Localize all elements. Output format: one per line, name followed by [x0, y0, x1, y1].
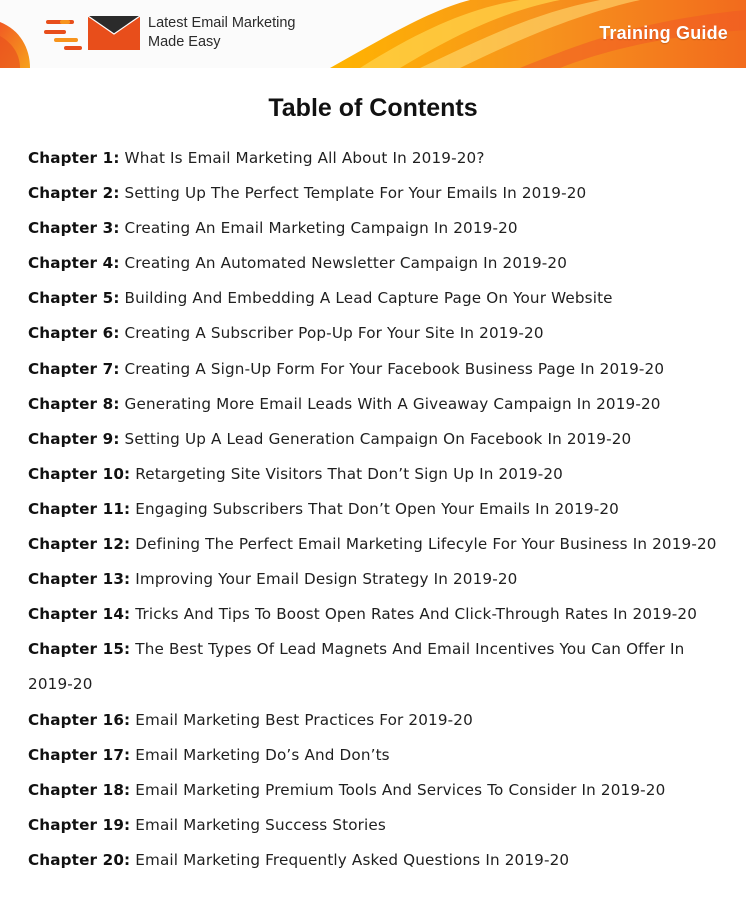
toc-item-chapter-1[interactable] [28, 141, 728, 176]
chapter-label: Chapter 4: [28, 254, 120, 273]
toc-list [28, 141, 728, 878]
chapter-label: Chapter 12: [28, 535, 131, 554]
chapter-title: Tricks And Tips To Boost Open Rates And Click-Through Rates In 2019-20 [135, 605, 698, 624]
chapter-title: Email Marketing Frequently Asked Questions In 2019-20 [135, 850, 570, 869]
chapter-label: Chapter 1: [28, 149, 120, 167]
chapter-title: Setting Up A Lead Generation Campaign On Facebook In 2019-20 [124, 429, 632, 448]
brand-wordmark [148, 14, 295, 52]
toc-item-chapter-17[interactable] [28, 738, 728, 773]
toc-item-chapter-7[interactable] [28, 352, 728, 387]
chapter-title: Email Marketing Success Stories [135, 815, 386, 834]
toc-item-chapter-13[interactable] [28, 562, 728, 597]
chapter-label: Chapter 10: [28, 464, 131, 483]
chapter-label: Chapter 19: [28, 815, 131, 834]
brand-line-1: Latest Email Marketing [148, 15, 296, 31]
chapter-label: Chapter 9: [28, 429, 120, 448]
chapter-title: Email Marketing Best Practices For 2019-20 [135, 710, 473, 729]
chapter-title: Setting Up The Perfect Template For Your Emails In 2019-20 [124, 184, 587, 203]
chapter-label: Chapter 17: [28, 745, 131, 764]
brand-line-2: Made Easy [148, 34, 221, 50]
toc-item-chapter-11[interactable] [28, 492, 728, 527]
envelope-speed-icon [44, 16, 142, 52]
toc-item-chapter-4[interactable] [28, 246, 728, 281]
chapter-label: Chapter 16: [28, 710, 131, 729]
chapter-label: Chapter 20: [28, 850, 131, 869]
training-guide-label: Training Guide [599, 23, 728, 43]
chapter-title: Retargeting Site Visitors That Don’t Sign Up In 2019-20 [135, 464, 563, 483]
toc-item-chapter-6[interactable] [28, 316, 728, 351]
page-title: Table of Contents [268, 94, 478, 122]
toc-item-chapter-8[interactable] [28, 387, 728, 422]
toc-item-chapter-2[interactable] [28, 176, 728, 211]
toc-item-chapter-3[interactable] [28, 211, 728, 246]
toc-item-chapter-18[interactable] [28, 773, 728, 808]
chapter-title: Engaging Subscribers That Don’t Open Your Emails In 2019-20 [135, 499, 619, 518]
chapter-label: Chapter 5: [28, 289, 120, 308]
header-banner [0, 0, 746, 68]
toc-item-chapter-20[interactable] [28, 843, 728, 878]
chapter-label: Chapter 14: [28, 605, 131, 624]
chapter-title: Generating More Email Leads With A Giveaway Campaign In 2019-20 [124, 394, 661, 413]
chapter-title: Defining The Perfect Email Marketing Lifecyle For Your Business In 2019-20 [135, 535, 717, 554]
chapter-title: The Best Types Of Lead Magnets And Email Incentives You Can Offer In 2019-20 [28, 640, 685, 694]
chapter-label: Chapter 18: [28, 780, 131, 799]
chapter-title: Creating A Sign-Up Form For Your Facebook Business Page In 2019-20 [124, 359, 665, 378]
chapter-label: Chapter 3: [28, 219, 120, 238]
chapter-label: Chapter 8: [28, 394, 120, 413]
chapter-title: What Is Email Marketing All About In 2019-20? [124, 149, 485, 167]
chapter-label: Chapter 6: [28, 324, 120, 343]
toc-item-chapter-5[interactable] [28, 281, 728, 316]
chapter-label: Chapter 15: [28, 640, 131, 659]
toc-item-chapter-19[interactable] [28, 808, 728, 843]
toc-item-chapter-16[interactable] [28, 703, 728, 738]
chapter-title: Building And Embedding A Lead Capture Page On Your Website [124, 289, 613, 308]
chapter-title: Creating An Automated Newsletter Campaign In 2019-20 [124, 254, 568, 273]
chapter-title: Email Marketing Do’s And Don’ts [135, 745, 390, 764]
toc-item-chapter-14[interactable] [28, 597, 728, 632]
chapter-label: Chapter 7: [28, 359, 120, 378]
chapter-title: Creating An Email Marketing Campaign In 2019-20 [124, 219, 518, 238]
chapter-label: Chapter 13: [28, 570, 131, 589]
toc-item-chapter-12[interactable] [28, 527, 728, 562]
chapter-title: Email Marketing Premium Tools And Services To Consider In 2019-20 [135, 780, 666, 799]
toc-item-chapter-15[interactable] [28, 632, 728, 702]
toc-item-chapter-10[interactable] [28, 457, 728, 492]
chapter-title: Improving Your Email Design Strategy In 2019-20 [135, 570, 518, 589]
chapter-label: Chapter 11: [28, 499, 131, 518]
toc-item-chapter-9[interactable] [28, 422, 728, 457]
chapter-label: Chapter 2: [28, 184, 120, 203]
chapter-title: Creating A Subscriber Pop-Up For Your Site In 2019-20 [124, 324, 544, 343]
